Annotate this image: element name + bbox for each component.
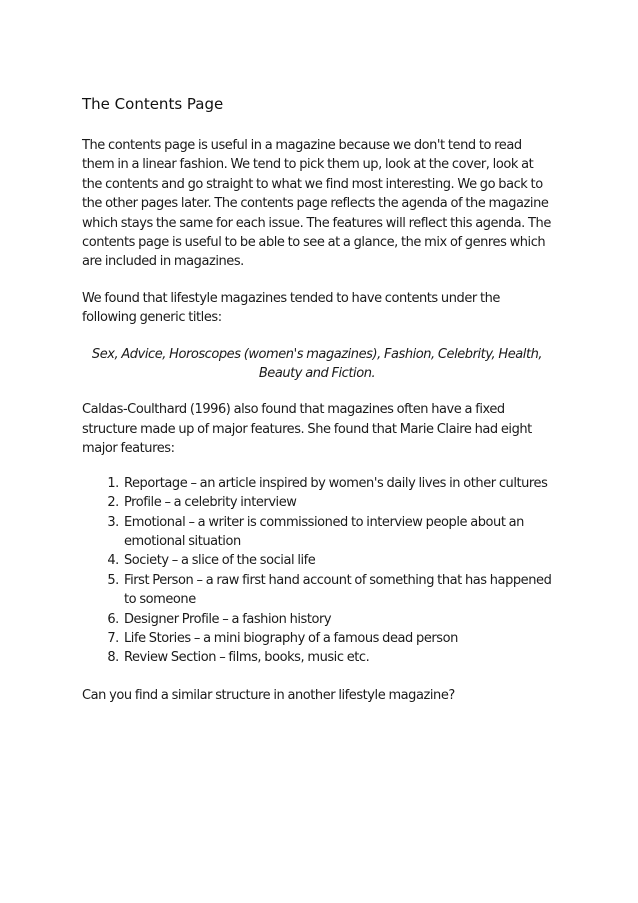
page-title: The Contents Page (82, 95, 224, 113)
features-list (82, 474, 552, 668)
list-item: 6. Designer Profile – a fashion history (122, 610, 552, 629)
intro-paragraph: The contents page is useful in a magazine because we don't tend to read them in a linear fashion. We tend to pick them up, look at the cover, look at the contents and go straight to what we find most interesting. We go back to the other pages later. The contents page reflects the agenda of the magazine which stays the same for each issue. The features will reflect this agenda. The contents page is useful to be able to see at a glance, the mix of genres which are included in magazines. (82, 138, 551, 270)
list-item: 3. Emotional – a writer is commissioned to interview people about an emotional situation (122, 513, 552, 552)
list-item: 8. Review Section – films, books, music etc. (122, 648, 552, 667)
structure-paragraph: Caldas-Coulthard (1996) also found that magazines often have a fixed structure made up of major features. She found that Marie Claire had eight major features: (82, 402, 532, 457)
document-page (82, 94, 552, 722)
list-item: 4. Society – a slice of the social life (122, 551, 552, 570)
lifestyle-paragraph: We found that lifestyle magazines tended to have contents under the following generic titles: (82, 290, 500, 326)
list-item: 7. Life Stories – a mini biography of a famous dead person (122, 629, 552, 648)
list-item: 2. Profile – a celebrity interview (122, 493, 552, 512)
list-item: 5. First Person – a raw first hand account of something that has happened to someone (122, 571, 552, 610)
genre-list-text: Sex, Advice, Horoscopes (women's magazines), Fashion, Celebrity, Health, Beauty and Fiction. (91, 346, 543, 382)
list-item: 1. Reportage – an article inspired by women's daily lives in other cultures (122, 474, 552, 493)
closing-question: Can you find a similar structure in another lifestyle magazine? (82, 687, 455, 703)
